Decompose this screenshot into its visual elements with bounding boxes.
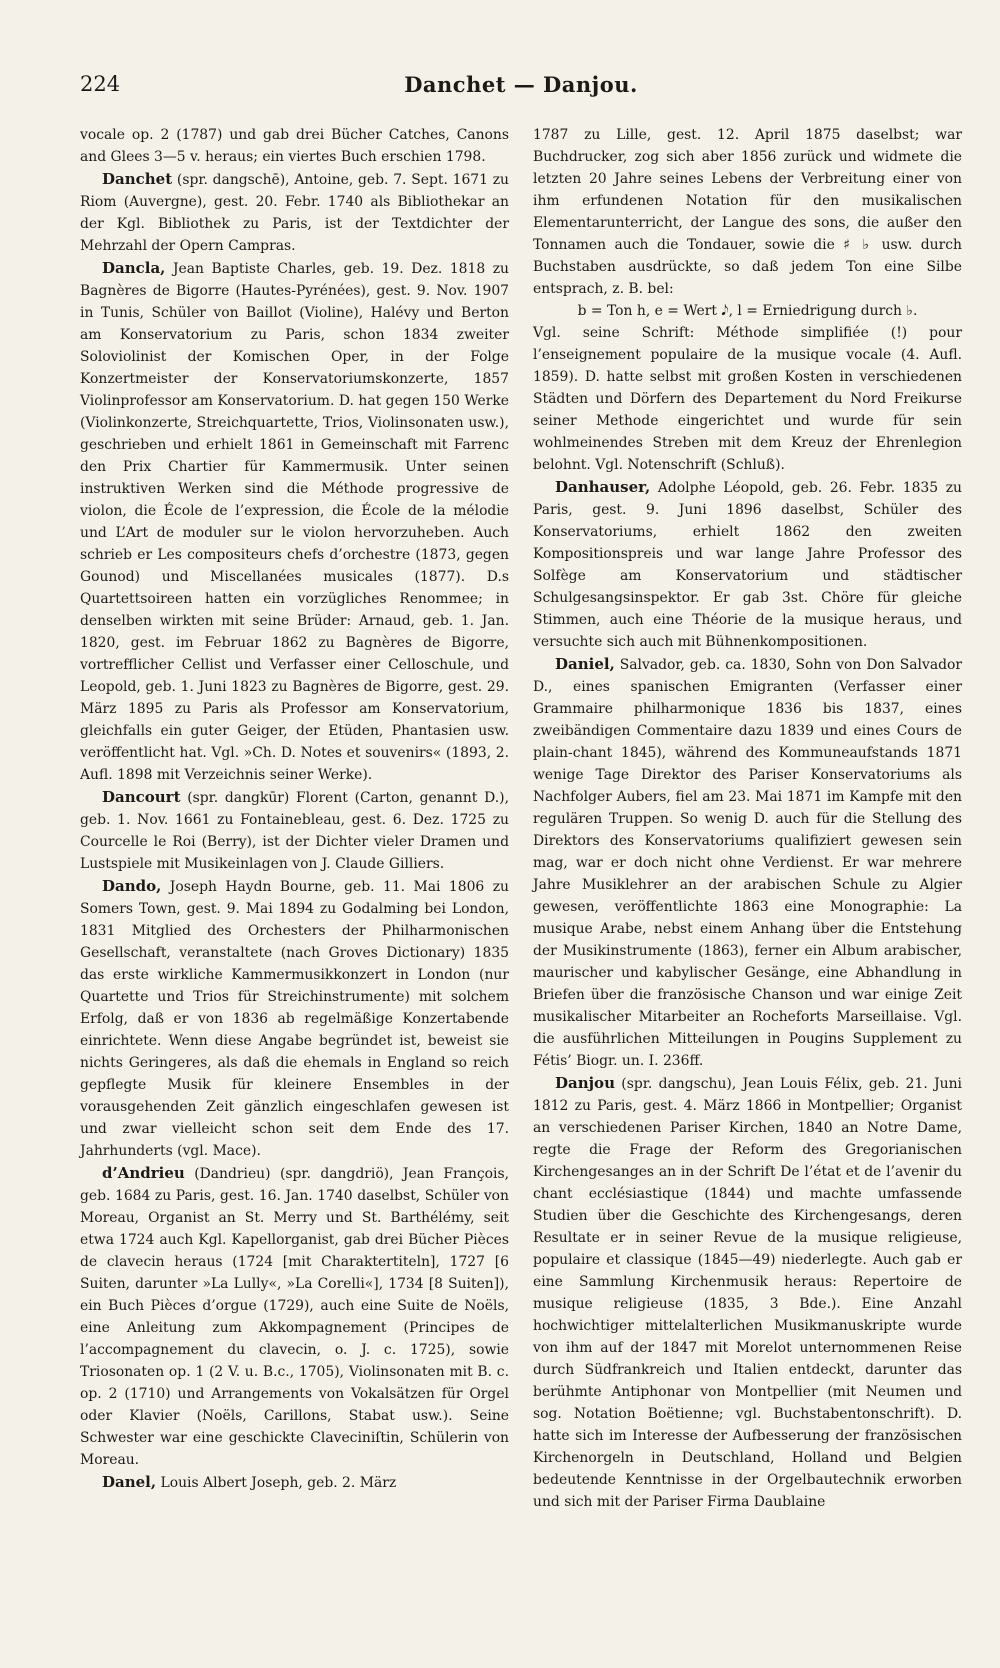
- page-header: [80, 72, 962, 106]
- entry-text: (spr. dangschē), Antoine, geb. 7. Sept. 1671 zu Riom (Auvergne), gest. 20. Febr. 1740 als Bibliothekar an der Kgl. Bibliothek zu Paris, ist der Textdichter der Mehrzahl der Opern Campras.: [80, 172, 509, 254]
- text-columns: [80, 124, 962, 1513]
- running-title: Danchet — Danjou.: [404, 72, 638, 97]
- right-column: [533, 124, 962, 1513]
- entry-headword: Danjou: [555, 1074, 615, 1092]
- dictionary-entry: [80, 875, 509, 1162]
- entry-text: Adolphe Léopold, geb. 26. Febr. 1835 zu Paris, gest. 9. Juni 1896 daselbst, Schüler des Konservatoriums, erhielt 1862 den zweiten Kompositionspreis und war lange Jahre Professor des Solfège am Konservatorium und städtischer Schulgesangsinspektor. Er gab 3st. Chöre für gleiche Stimmen, auch eine Théorie de la musique heraus, und versuchte sich auch mit Bühnenkompositionen.: [533, 480, 962, 650]
- entry-text: Vgl. seine Schrift: Méthode simplifiée (!) pour l’enseignement populaire de la musique vocale (4. Aufl. 1859). D. hatte selbst mit großen Kosten in verschiedenen Städten und Dörfern des Departement du Nord Freikurse seiner Methode eingerichtet und wurde für sein wohlmeinendes Streben mit dem Kreuz der Ehrenlegion belohnt. Vgl. Notenschrift (Schluß).: [533, 325, 962, 473]
- entry-headword: Dando,: [102, 877, 162, 895]
- entry-text: Joseph Haydn Bourne, geb. 11. Mai 1806 zu Somers Town, gest. 9. Mai 1894 zu Godalming bei London, 1831 Mitglied des Orchesters der Philharmonischen Gesellschaft, veranstaltete (nach Groves Dictionary) 1835 das erste wirkliche Kammermusikkonzert in London (nur Quartette und Trios für Streichinstrumente) mit solchem Erfolg, daß er von 1836 ab regelmäßige Konzertabende einrichtete. Wenn diese Angabe begründet ist, beweist sie nichts Geringeres, als daß die ehemals in England so reich gepflegte Musik für kleinere Ensembles in der vorausgehenden Zeit gänzlich eingeschlafen gewesen ist und zwar vielleicht schon seit dem Ende des 17. Jahrhunderts (vgl. Mace).: [80, 879, 509, 1159]
- dictionary-entry: [533, 476, 962, 653]
- dictionary-entry: [80, 1162, 509, 1471]
- notation-example: [533, 300, 962, 322]
- entry-continuation: [533, 124, 962, 300]
- left-column: [80, 124, 509, 1513]
- entry-text: Salvador, geb. ca. 1830, Sohn von Don Salvador D., eines spanischen Emigranten (Verfasser einer Grammaire philharmonique 1836 bis 1837, eines zweibändigen Commentaire dazu 1839 und eines Cours de plain-chant 1845), während des Kommuneaufstands 1871 wenige Tage Direktor des Pariser Konservatoriums als Nachfolger Aubers, fiel am 23. Mai 1871 im Kampfe mit den regulären Truppen. So wenig D. auch für die Stellung des Direktors des Konservatoriums qualifiziert gewesen sein mag, war er doch nicht ohne Verdienst. Er war mehrere Jahre Musiklehrer an der arabischen Schule zu Algier gewesen, veröffentlichte 1863 eine Monographie: La musique Arabe, nebst einem Anhang über die Entstehung der Musikinstrumente (1863), ferner ein Album arabischer, maurischer und kabylischer Gesänge, eine Abhandlung in Briefen über die französische Chanson und war einige Zeit musikalischer Mitarbeiter an Rocheforts Marseillaise. Vgl. die ausführlichen Mitteilungen in Pougins Supplement zu Fétis’ Biogr. un. I. 236ff.: [533, 657, 962, 1069]
- entry-text: b = Ton h, e = Wert 𝅘𝅥𝅮, l = Erniedrigung durch ♭.: [577, 303, 918, 319]
- entry-headword: Danel,: [102, 1473, 157, 1491]
- dictionary-entry: [80, 257, 509, 786]
- entry-text: Louis Albert Joseph, geb. 2. März: [156, 1475, 397, 1491]
- entry-headword: Danhauser,: [555, 478, 651, 496]
- dictionary-entry: [533, 653, 962, 1072]
- entry-headword: Dancourt: [102, 788, 181, 806]
- entry-text: Jean Baptiste Charles, geb. 19. Dez. 1818 zu Bagnères de Bigorre (Hautes-Pyrénées), gest. 9. Nov. 1907 in Tunis, Schüler von Baillot (Violine), Halévy und Berton am Konservatorium zu Paris, schon 1834 zweiter Soloviolinist der Komischen Oper, in der Folge Konzertmeister der Konservatoriumskonzerte, 1857 Violinprofessor am Konservatorium. D. hat gegen 150 Werke (Violinkonzerte, Streichquartette, Trios, Violinsonaten usw.), geschrieben und erhielt 1861 in Gemeinschaft mit Farrenc den Prix Chartier für Kammermusik. Unter seinen instruktiven Werken sind die Méthode progressive de violon, die École de l’expression, die École de la mélodie und L’Art de moduler sur le violon hervorzuheben. Auch schrieb er Les compositeurs chefs d’orchestre (1873, gegen Gounod) und Miscellanées musicales (1877). D.s Quartettsoireen hatten ein vorzügliches Renommee; in denselben wirkten mit seine Brüder: Arnaud, geb. 1. Jan. 1820, gest. im Februar 1862 zu Bagnères de Bigorre, vortrefflicher Cellist und Verfasser einer Celloschule, und Leopold, geb. 1. Juni 1823 zu Bagnères de Bigorre, gest. 29. März 1895 zu Paris als Professor am Konservatorium, gleichfalls ein guter Geiger, der Etüden, Phantasien usw. veröffentlicht hat. Vgl. »Ch. D. Notes et souvenirs« (1893, 2. Aufl. 1898 mit Verzeichnis seiner Werke).: [80, 261, 509, 783]
- entry-headword: Dancla,: [102, 259, 166, 277]
- entry-headword: d’Andrieu: [102, 1164, 185, 1182]
- dictionary-entry: [533, 1072, 962, 1513]
- dictionary-entry: [80, 168, 509, 257]
- dictionary-entry: [80, 786, 509, 875]
- entry-text: vocale op. 2 (1787) und gab drei Bücher Catches, Canons and Glees 3—5 v. heraus; ein viertes Buch erschien 1798.: [80, 127, 509, 165]
- entry-headword: Daniel,: [555, 655, 615, 673]
- entry-continuation: [533, 322, 962, 476]
- entry-headword: Danchet: [102, 170, 173, 188]
- entry-text: (spr. dangschu), Jean Louis Félix, geb. 21. Juni 1812 zu Paris, gest. 4. März 1866 in Montpellier; Organist an verschiedenen Pariser Kirchen, 1840 an Notre Dame, regte die Frage der Reform des Gregorianischen Kirchengesanges an in der Schrift De l’état et de l’avenir du chant ecclésiastique (1844) und machte umfassende Studien über die Geschichte des Kirchengesangs, deren Resultate er in seiner Revue de la musique religieuse, populaire et classique (1845—49) niederlegte. Auch gab er eine Sammlung Kirchenmusik heraus: Repertoire de musique religieuse (1835, 3 Bde.). Eine Anzahl hochwichtiger mittelalterlichen Musikmanuskripte wurde von ihm auf der 1847 mit Morelot unternommenen Reise durch Südfrankreich und Italien entdeckt, darunter das berühmte Antiphonar von Montpellier (mit Neumen und sog. Notation Boëtienne; vgl. Buchstabentonschrift). D. hatte sich im Interesse der Aufbesserung der französischen Kirchenorgeln in Deutschland, Holland und Belgien bedeutende Kenntnisse in der Orgelbautechnik erworben und sich mit der Pariser Firma Daublaine: [533, 1076, 962, 1510]
- entry-text: (Dandrieu) (spr. dangdriö), Jean François, geb. 1684 zu Paris, gest. 16. Jan. 1740 daselbst, Schüler von Moreau, Organist an St. Merry und St. Barthélémy, seit etwa 1724 auch Kgl. Kapellorganist, gab drei Bücher Pièces de clavecin heraus (1724 [mit Charaktertiteln], 1727 [6 Suiten, darunter »La Lully«, »La Corelli«], 1734 [8 Suiten]), ein Buch Pièces d’orgue (1729), auch eine Suite de Noëls, eine Anleitung zum Akkompagnement (Principes de l’accompagnement du clavecin, o. J. c. 1725), sowie Triosonaten op. 1 (2 V. u. B.c., 1705), Violinsonaten mit B. c. op. 2 (1710) und Arrangements von Vokalsätzen für Orgel oder Klavier (Noëls, Carillons, Stabat usw.). Seine Schwester war eine geschickte Claveciniſtin, Schülerin von Moreau.: [80, 1166, 509, 1468]
- entry-continuation: [80, 124, 509, 168]
- entry-text: (spr. dangkūr) Florent (Carton, genannt D.), geb. 1. Nov. 1661 zu Fontainebleau, gest. 6. Dez. 1725 zu Courcelle le Roi (Berry), ist der Dichter vieler Dramen und Lustspiele mit Musikeinlagen von J. Claude Gilliers.: [80, 790, 509, 872]
- dictionary-entry: [80, 1471, 509, 1494]
- entry-text: 1787 zu Lille, gest. 12. April 1875 daselbst; war Buchdrucker, zog sich aber 1856 zurück und widmete die letzten 20 Jahre seines Lebens der Verbreitung einer von ihm erfundenen Notation für den musikalischen Elementarunterricht, der Langue des sons, die außer den Tonnamen auch die Tondauer, sowie die ♯ ♭ usw. durch Buchstaben ausdrückte, so daß jedem Ton eine Silbe entsprach, z. B. bel:: [533, 127, 962, 297]
- page-number: 224: [80, 72, 121, 96]
